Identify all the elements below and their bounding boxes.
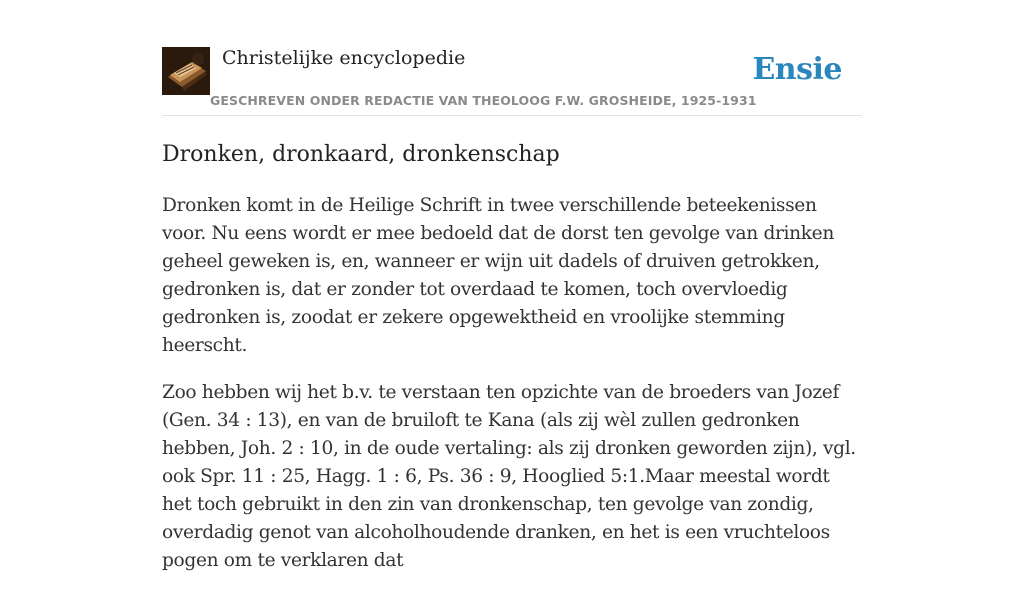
brand-logo[interactable]: Ensie [752, 52, 842, 87]
header-divider [162, 115, 862, 116]
article-body [162, 192, 862, 594]
source-title[interactable]: Christelijke encyclopedie [222, 47, 466, 69]
book-photo-icon[interactable] [162, 47, 210, 95]
source-header [162, 46, 862, 116]
article-title: Dronken, dronkaard, dronkenschap [162, 142, 560, 167]
article-paragraph-2: Zoo hebben wij het b.v. te verstaan ten opzichte van de broeders van Jozef (Gen. 34 : 13), en van de bruiloft te Kana (als zij wèl zullen gedronken hebben, Joh. 2 : 10, in de oude vertaling: als zij dronken geworden zijn), vgl. ook Spr. 11 : 25, Hagg. 1 : 6, Ps. 36 : 9, Hooglied 5:1.Maar meestal wordt het toch gebruikt in den zin van dronkenschap, ten gevolge van zondig, overdadig genot van alcoholhoudende dranken, en het is een vruchteloos pogen om te verklaren dat [162, 382, 856, 571]
source-subtitle: GESCHREVEN ONDER REDACTIE VAN THEOLOOG F.W. GROSHEIDE, 1925-1931 [210, 93, 757, 108]
article-paragraph-1: Dronken komt in de Heilige Schrift in twee verschillende beteekenissen voor. Nu eens wordt er mee bedoeld dat de dorst ten gevolge van drinken geheel geweken is, en, wanneer er wijn uit dadels of druiven getrokken, gedronken is, dat er zonder tot overdaad te komen, toch overvloedig gedronken is, zoodat er zekere opgewektheid en vroolijke stemming heerscht. [162, 195, 834, 356]
